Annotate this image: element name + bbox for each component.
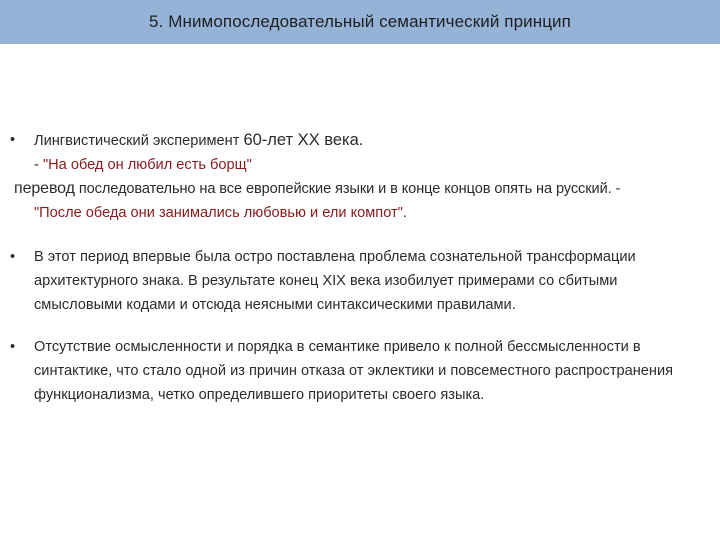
experiment-period: 60-лет XX века.: [243, 131, 364, 149]
translation-description: [14, 177, 720, 201]
list-item-functionalism: [0, 335, 720, 407]
experiment-heading: [34, 128, 720, 153]
list-item-experiment: [0, 128, 720, 225]
page-title: 5. Мнимопоследовательный семантический принцип: [149, 12, 571, 31]
experiment-lead-text: Лингвистический эксперимент: [34, 133, 244, 149]
bullet-marker: •: [10, 132, 16, 148]
dash-marker: -: [34, 157, 39, 173]
title-bar: [0, 0, 720, 44]
translation-word: перевод: [14, 180, 75, 197]
list-item-transformation: [0, 245, 720, 317]
translation-rest: последовательно на все европейские языки и в конце концов опять на русский. -: [74, 181, 621, 197]
bullet-marker: •: [10, 249, 16, 265]
bullet-marker: •: [10, 339, 16, 355]
transformation-text: В этот период впервые была остро поставлена проблема сознательной трансформации архитектурного знака. В результате конец XIX века изобилует примерами со сбитыми смысловыми кодами и отсюда неясными синтаксическими правилами.: [34, 249, 636, 313]
slide-content: [0, 128, 720, 425]
result-phrase: "После обеда они занимались любовью и ели компот": [34, 205, 403, 221]
source-phrase: "На обед он любил есть борщ": [42, 157, 252, 173]
experiment-source-line: [34, 153, 720, 177]
result-phrase-period: .: [402, 205, 407, 221]
functionalism-text: Отсутствие осмысленности и порядка в семантике привело к полной бессмысленности в синтактике, что стало одной из причин отказа от эклектики и повсеместного распространения функционализма, четко определившего приоритеты своего языка.: [34, 339, 674, 403]
result-phrase-line: [34, 201, 720, 225]
